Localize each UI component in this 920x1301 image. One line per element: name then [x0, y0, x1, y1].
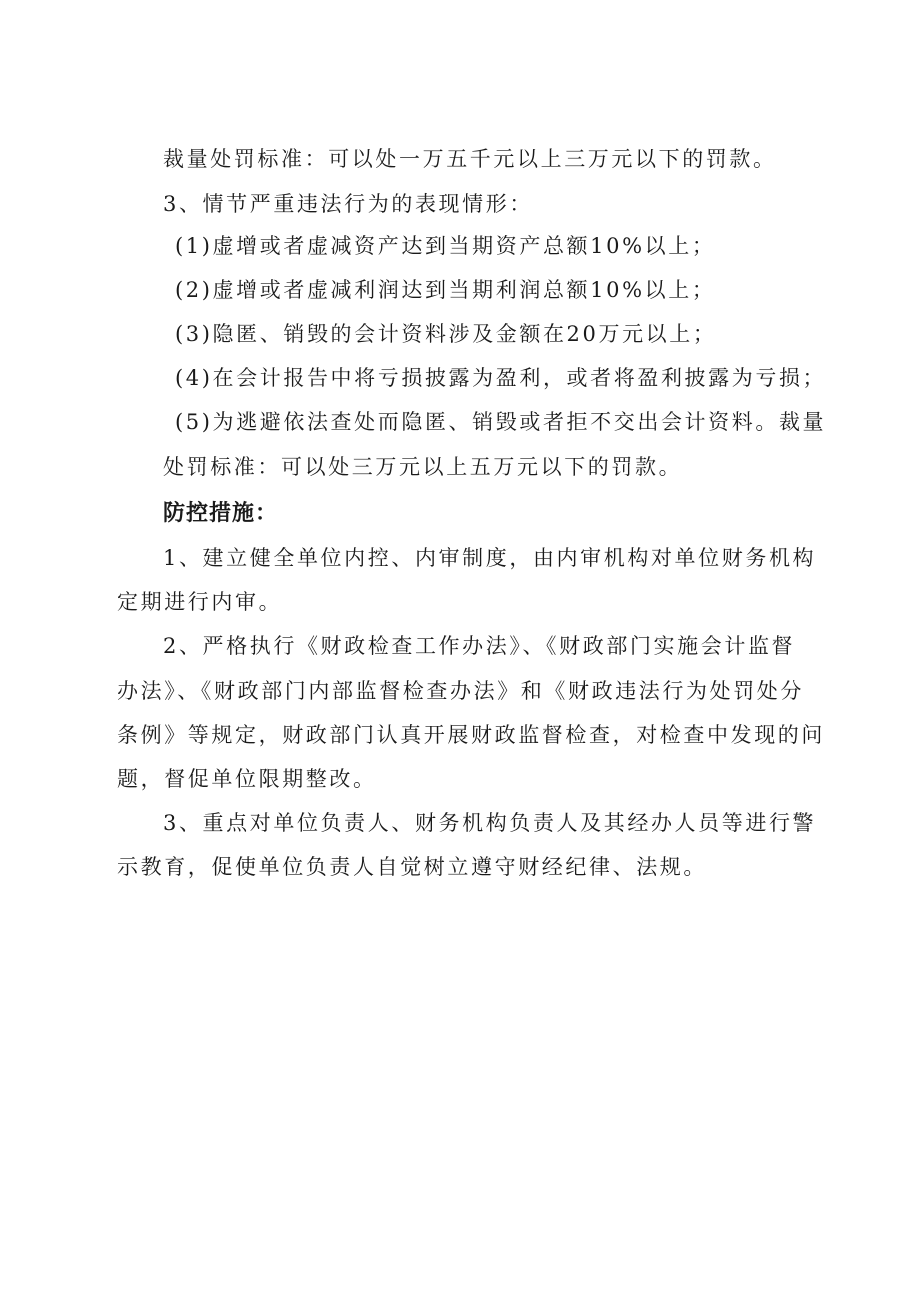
penalty-standard-line: 裁量处罚标准：可以处一万五千元以上三万元以下的罚款。	[163, 147, 777, 171]
list-item-1: (1)虚增或者虚减资产达到当期资产总额10%以上；	[175, 234, 716, 258]
measure-2-line-1: 2、严格执行《财政检查工作办法》、《财政部门实施会计监督	[163, 634, 796, 658]
list-item-4: (4)在会计报告中将亏损披露为盈利，或者将盈利披露为亏损；	[175, 366, 827, 390]
measure-3-line-2: 示教育，促使单位负责人自觉树立遵守财经纪律、法规。	[117, 855, 707, 879]
measure-2-line-3: 条例》等规定，财政部门认真开展财政监督检查，对检查中发现的问	[117, 723, 825, 747]
list-item-5-continuation: 处罚标准：可以处三万元以上五万元以下的罚款。	[163, 455, 683, 479]
measure-1-line-2: 定期进行内审。	[117, 590, 283, 614]
measure-1-line-1: 1、建立健全单位内控、内审制度，由内审机构对单位财务机构	[163, 546, 817, 570]
section-3-title: 3、情节严重违法行为的表现情形：	[163, 192, 533, 216]
measure-2-line-2: 办法》、《财政部门内部监督检查办法》和《财政违法行为处罚处分	[117, 679, 804, 703]
measure-2-line-4: 题，督促单位限期整改。	[117, 767, 377, 791]
list-item-3: (3)隐匿、销毁的会计资料涉及金额在20万元以上；	[175, 322, 717, 346]
list-item-2: (2)虚增或者虚减利润达到当期利润总额10%以上；	[175, 278, 716, 302]
list-item-5: (5)为逃避依法查处而隐匿、销毁或者拒不交出会计资料。裁量	[175, 410, 827, 434]
prevention-heading: 防控措施：	[163, 501, 279, 526]
measure-3-line-1: 3、重点对单位负责人、财务机构负责人及其经办人员等进行警	[163, 811, 817, 835]
